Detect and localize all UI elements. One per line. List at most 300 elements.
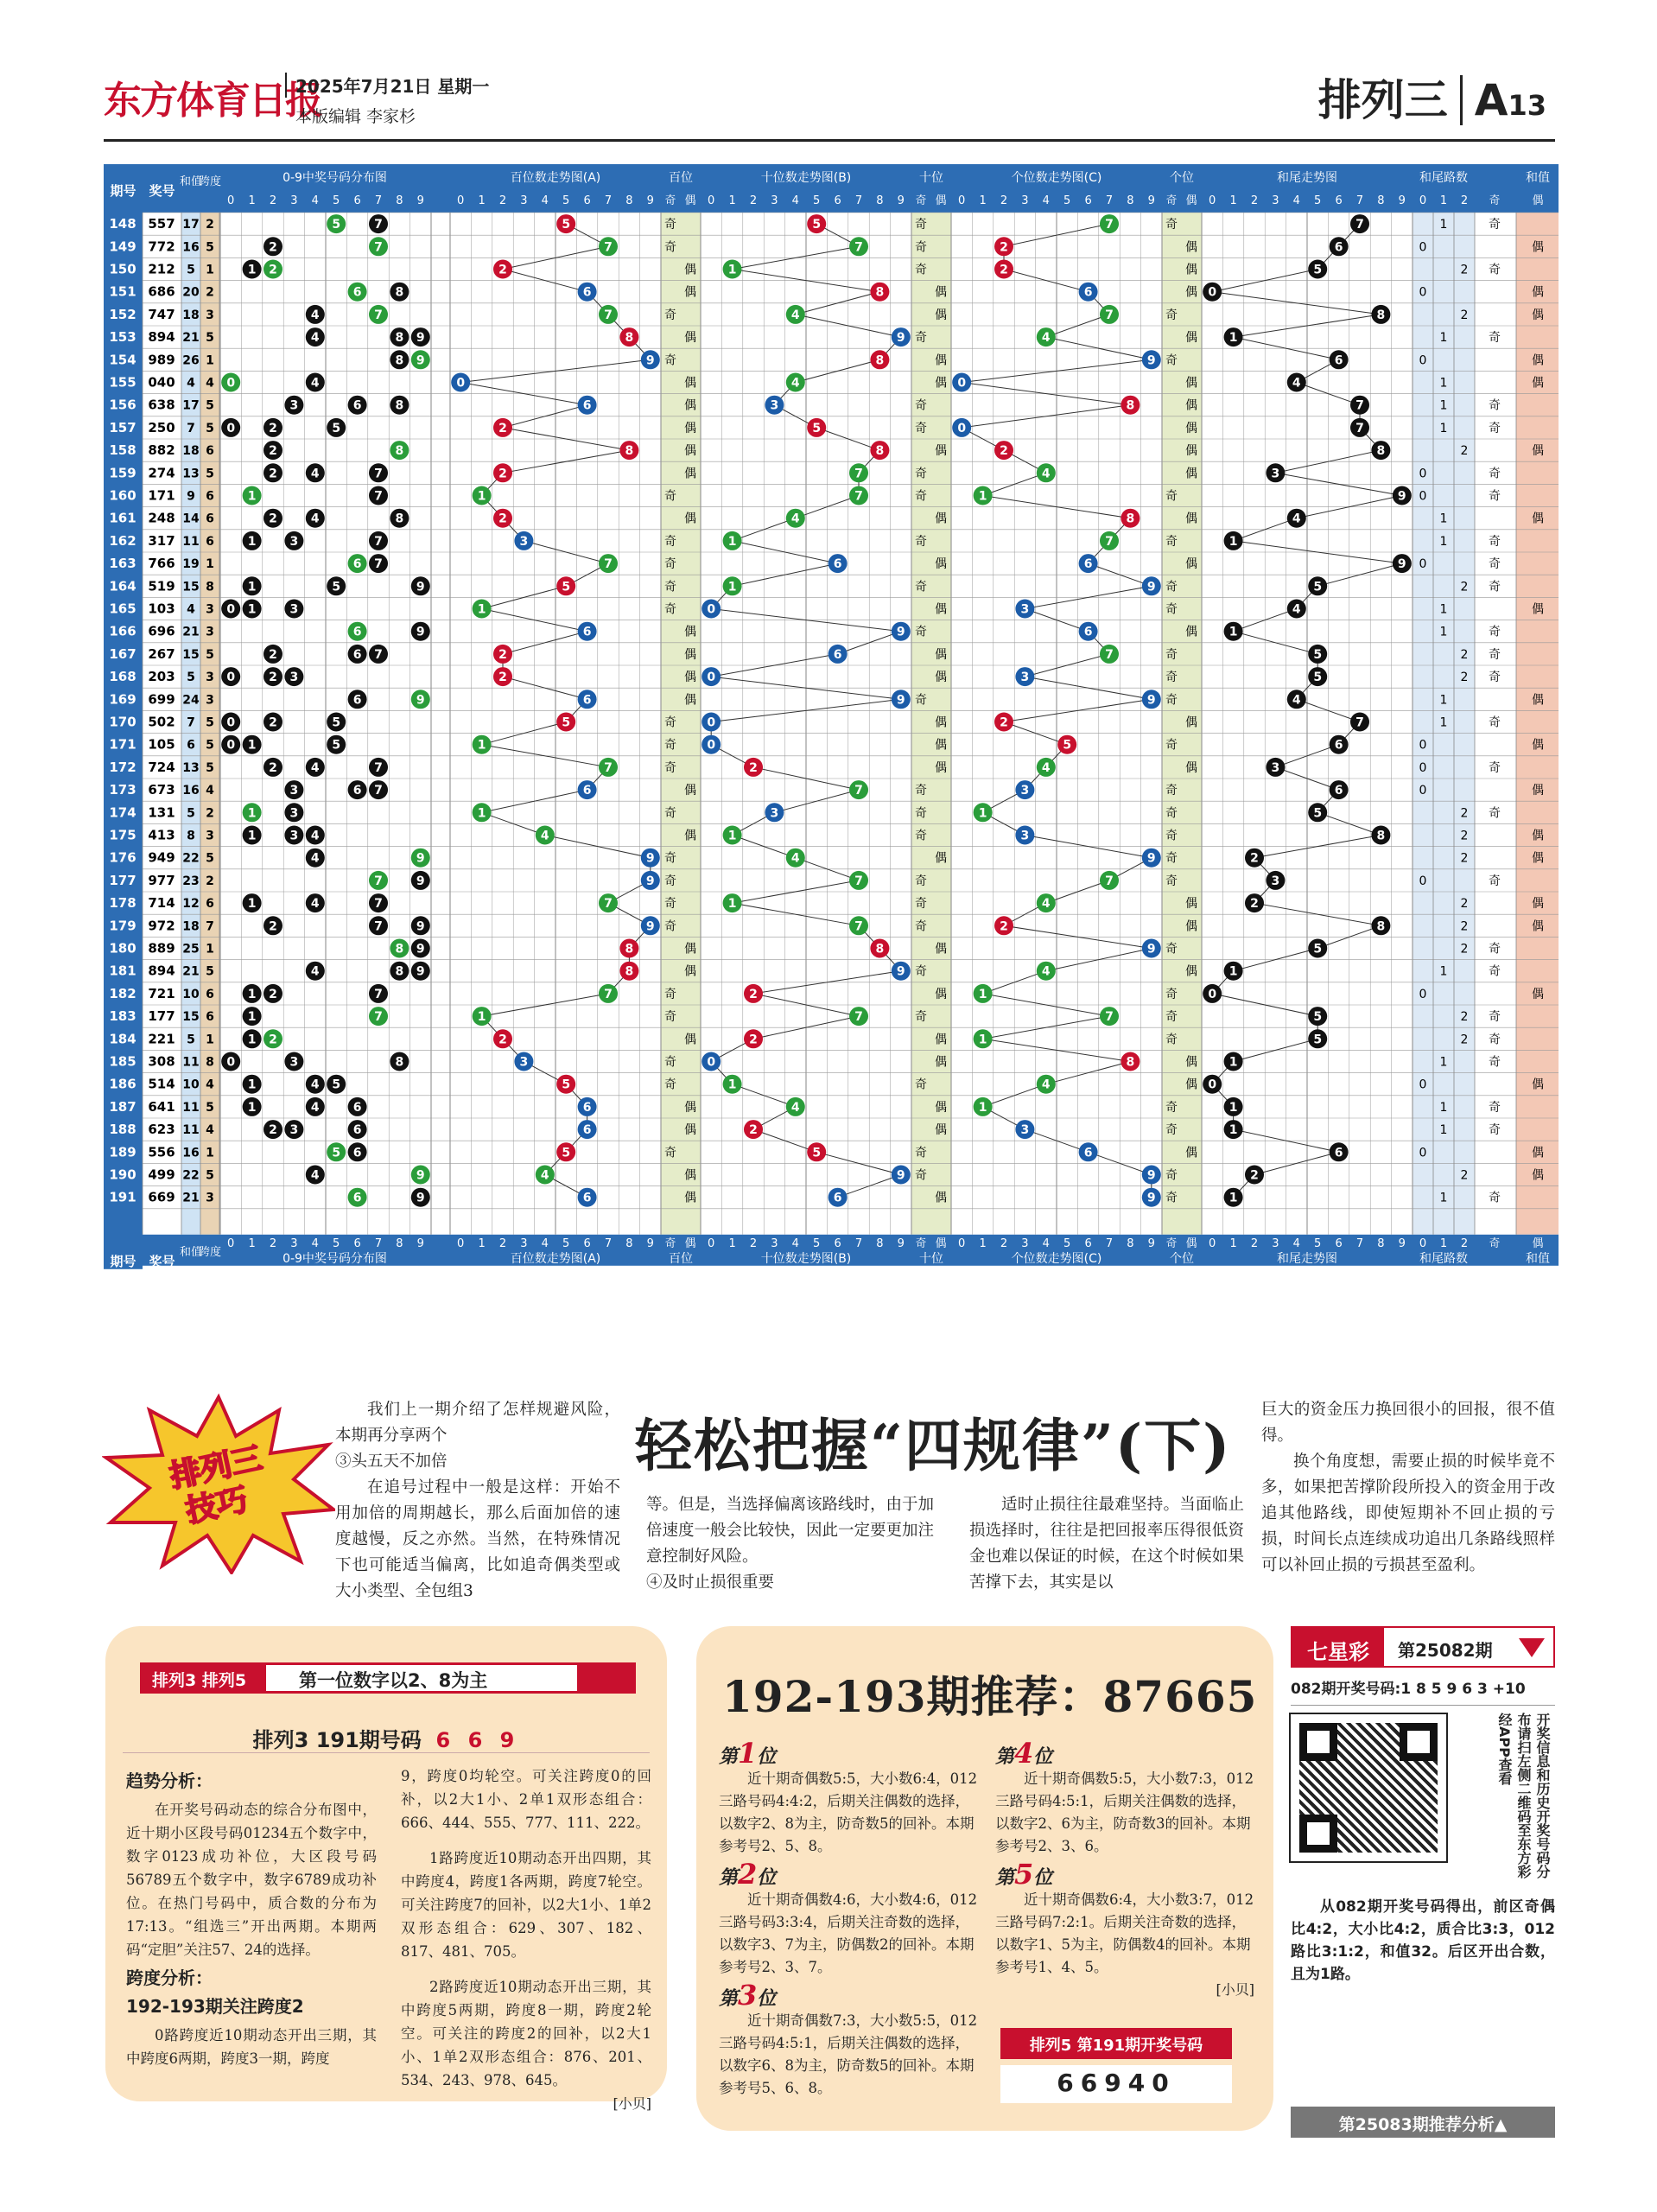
number-cell: 105 xyxy=(148,736,175,753)
dist-ball-num: 8 xyxy=(395,444,404,459)
shi-ball-num: 7 xyxy=(854,467,863,481)
hv-cell: 奇 xyxy=(1489,760,1501,775)
dist-ball-num: 8 xyxy=(395,285,404,300)
bo-cell: 偶 xyxy=(684,1033,696,1047)
hv-cell: 奇 xyxy=(1489,647,1501,662)
hv-cell: 奇 xyxy=(1489,671,1501,685)
hdr-tail-foot: 和尾走势图 xyxy=(1277,1251,1337,1266)
span-cell: 1 xyxy=(206,942,214,957)
so-cell: 偶 xyxy=(935,353,947,368)
ge-ball-num: 9 xyxy=(1146,1168,1156,1183)
dist-ball-num: 2 xyxy=(269,512,277,526)
so-cell: 奇 xyxy=(915,964,927,979)
tail-ball-num: 1 xyxy=(1228,625,1238,639)
hv-cell: 偶 xyxy=(1532,285,1544,300)
dist-ball-num: 7 xyxy=(374,467,383,481)
dist-ball-num: 0 xyxy=(226,1055,236,1070)
road-cell: 2 xyxy=(1460,1033,1469,1047)
road-cell: 2 xyxy=(1460,1168,1469,1183)
road-cell: 1 xyxy=(1439,625,1448,639)
number-cell: 721 xyxy=(148,985,175,1001)
ge-ball-num: 7 xyxy=(1105,218,1114,232)
period-cell: 177 xyxy=(109,872,136,888)
period-cell: 170 xyxy=(109,714,136,730)
hdr-road-digit: 1 xyxy=(1439,194,1448,207)
tail-ball-num: 7 xyxy=(1355,218,1364,232)
road-cell: 1 xyxy=(1439,421,1448,435)
span-heading: 跨度分析： xyxy=(126,1967,213,1988)
byline: [小贝] xyxy=(1216,1981,1254,1998)
dist-ball-num: 5 xyxy=(332,421,341,435)
number-cell: 772 xyxy=(148,238,175,255)
ge-ball-num: 5 xyxy=(1063,738,1072,753)
period-cell: 153 xyxy=(109,329,136,346)
so-cell: 偶 xyxy=(935,760,947,775)
sum-cell: 5 xyxy=(187,671,195,685)
hv-cell: 奇 xyxy=(1489,1191,1501,1205)
dist-ball-num: 9 xyxy=(416,851,425,866)
sum-cell: 21 xyxy=(182,625,200,639)
span-cell: 5 xyxy=(206,1168,214,1183)
sum-cell: 25 xyxy=(182,942,200,957)
hdr-dist-digit: 5 xyxy=(333,194,340,207)
recommend-col2 xyxy=(995,1737,1254,2001)
dist-ball-num: 9 xyxy=(416,580,425,594)
bo-cell: 偶 xyxy=(684,693,696,708)
go-cell: 奇 xyxy=(1165,1123,1178,1138)
hdr-bai-digit-foot: 5 xyxy=(562,1236,570,1250)
shi-ball-num: 4 xyxy=(790,1100,800,1115)
go-cell: 奇 xyxy=(1165,874,1178,888)
hdr-tail-digit: 8 xyxy=(1377,194,1385,207)
ge-ball-num: 1 xyxy=(978,1100,987,1115)
qr-caption: 开奖信息和历史开奖号码分布请扫左侧二维码至东方彩经APP查看 xyxy=(1496,1713,1551,1878)
hdr-odd: 奇 xyxy=(915,194,927,207)
left-analysis-box xyxy=(105,1626,667,2112)
triangle-down-icon xyxy=(598,1669,624,1688)
dist-ball-num: 8 xyxy=(395,512,404,526)
period-cell: 173 xyxy=(109,782,136,798)
ge-ball-num: 2 xyxy=(1000,919,1008,934)
number-cell: 248 xyxy=(148,510,175,526)
sum-cell: 21 xyxy=(182,331,200,346)
hdr-bai-foot: 百位数走势图(A) xyxy=(510,1251,601,1266)
dist-ball-num: 7 xyxy=(374,919,383,934)
hdr-odd-foot: 奇 xyxy=(1165,1236,1178,1250)
go-cell: 偶 xyxy=(1185,897,1197,912)
bai-ball-num: 9 xyxy=(645,919,655,934)
hv-cell: 奇 xyxy=(1489,964,1501,979)
so-cell: 奇 xyxy=(915,398,927,413)
shi-ball-num: 3 xyxy=(770,806,779,821)
dist-ball-num: 0 xyxy=(226,738,236,753)
hdr-bai-digit: 2 xyxy=(498,194,507,207)
hdr-dist-digit: 2 xyxy=(269,194,277,207)
hdr-shi-digit: 6 xyxy=(834,194,841,207)
hdr-ge-digit: 5 xyxy=(1063,194,1071,207)
tail-ball-num: 3 xyxy=(1271,874,1280,888)
pos-5-label: 第5位 xyxy=(995,1858,1053,1891)
hdr-sum: 和值 xyxy=(179,175,203,188)
hdr-bai-digit: 6 xyxy=(583,194,591,207)
dist-ball-num: 5 xyxy=(332,580,341,594)
ge-ball-num: 9 xyxy=(1146,580,1156,594)
bo-cell: 奇 xyxy=(664,557,676,572)
hv-cell: 奇 xyxy=(1489,1055,1501,1070)
hdr-ge-digit-foot: 3 xyxy=(1021,1236,1029,1250)
tail-ball-num: 1 xyxy=(1228,1055,1238,1070)
number-cell: 949 xyxy=(148,849,175,866)
shi-ball-num: 1 xyxy=(727,580,737,594)
span-cell: 4 xyxy=(206,1077,214,1092)
dist-ball-num: 4 xyxy=(310,964,320,979)
bai-ball-num: 6 xyxy=(582,693,592,708)
sum-cell: 13 xyxy=(182,467,200,481)
hdr-dist-digit: 4 xyxy=(311,194,319,207)
qr-code-icon[interactable] xyxy=(1291,1714,1446,1861)
ge-ball-num: 1 xyxy=(978,1033,987,1047)
period-cell: 148 xyxy=(109,216,136,232)
article-p5: 换个角度想，需要止损的时候毕竟不多，如果把苦撑阶段所投入的资金用于改追其他路线，即使短期补不回止损的亏损，时间长点连续成功追出几条路线照样可以补回止损的亏损甚至盈利。 xyxy=(1261,1452,1555,1574)
hdr-road-digit: 0 xyxy=(1419,194,1427,207)
period-cell: 162 xyxy=(109,532,136,549)
span-cell: 5 xyxy=(206,715,214,730)
hv-cell: 偶 xyxy=(1532,829,1544,843)
bo-cell: 奇 xyxy=(664,760,676,775)
number-cell: 317 xyxy=(148,532,175,549)
bai-ball-num: 7 xyxy=(604,308,613,322)
shi-ball-num: 1 xyxy=(727,263,737,277)
dist-ball-num: 1 xyxy=(247,1100,257,1115)
hv-cell: 奇 xyxy=(1489,715,1501,730)
road-cell: 2 xyxy=(1460,671,1469,685)
hdr-shi-digit-foot: 8 xyxy=(876,1236,884,1250)
hdr-road-foot: 和尾路数 xyxy=(1419,1251,1468,1266)
period-cell: 169 xyxy=(109,691,136,708)
sum-cell: 26 xyxy=(182,353,200,368)
number-cell: 274 xyxy=(148,465,175,481)
dist-ball-num: 2 xyxy=(269,760,277,775)
bo-cell: 偶 xyxy=(684,942,696,957)
dist-ball-num: 6 xyxy=(352,398,362,413)
dist-ball-num: 9 xyxy=(416,693,425,708)
hdr-ge-digit: 2 xyxy=(1000,194,1008,207)
rule-3: ③头五天不加倍 xyxy=(335,1452,448,1471)
go-cell: 偶 xyxy=(1185,760,1197,775)
road-cell: 2 xyxy=(1460,1010,1469,1025)
hdr-dist-digit-foot: 4 xyxy=(311,1236,319,1250)
hdr-even-foot: 偶 xyxy=(684,1236,696,1250)
dist-ball-num: 8 xyxy=(395,964,404,979)
dist-ball-num: 8 xyxy=(395,942,404,957)
sum-cell: 15 xyxy=(182,647,200,662)
rule-4: ④及时止损很重要 xyxy=(646,1573,775,1592)
dist-ball-num: 8 xyxy=(395,1055,404,1070)
number-cell: 673 xyxy=(148,782,175,798)
number-cell: 766 xyxy=(148,556,175,572)
bai-ball-num: 5 xyxy=(562,580,571,594)
hdr-span: 跨度 xyxy=(198,175,222,188)
so-cell: 奇 xyxy=(915,467,927,481)
article-intro xyxy=(335,1397,620,1605)
hv-cell: 奇 xyxy=(1489,467,1501,481)
hdr-per-foot: 期号 xyxy=(110,1253,136,1269)
bai-ball-num: 2 xyxy=(498,1033,507,1047)
sum-cell: 4 xyxy=(187,376,195,391)
dist-ball-num: 7 xyxy=(374,1010,383,1025)
bo-cell: 奇 xyxy=(664,897,676,912)
bai-ball-num: 6 xyxy=(582,1191,592,1205)
period-cell: 151 xyxy=(109,283,136,300)
hdr-shi-foot: 十位数走势图(B) xyxy=(760,1251,852,1266)
ge-ball-num: 3 xyxy=(1020,829,1030,843)
hdr-bai-digit: 8 xyxy=(625,194,633,207)
go-cell: 奇 xyxy=(1165,218,1178,232)
dist-ball-num: 1 xyxy=(247,1077,257,1092)
number-cell: 686 xyxy=(148,283,175,300)
road-cell: 0 xyxy=(1419,1077,1427,1092)
dist-ball-num: 5 xyxy=(332,1077,341,1092)
shi-ball-num: 1 xyxy=(727,1077,737,1092)
hdr-dist-foot: 0-9中奖号码分布图 xyxy=(283,1251,387,1266)
dist-ball-num: 7 xyxy=(374,874,383,888)
hdr-shi-digit-foot: 2 xyxy=(749,1236,758,1250)
bai-ball-num: 1 xyxy=(477,738,486,753)
span-subheading: 192-193期关注跨度2 xyxy=(126,1996,304,2017)
dist-ball-num: 4 xyxy=(310,331,320,346)
so-cell: 奇 xyxy=(915,240,927,255)
number-cell: 040 xyxy=(148,374,175,391)
hdr-shi-digit-foot: 1 xyxy=(728,1236,736,1250)
hdr-ge-digit-foot: 4 xyxy=(1042,1236,1050,1250)
so-cell: 偶 xyxy=(935,671,947,685)
span-cell: 3 xyxy=(206,308,214,322)
hdr-tail-digit-foot: 1 xyxy=(1229,1236,1237,1250)
dist-ball-num: 8 xyxy=(395,331,404,346)
sum-cell: 10 xyxy=(182,987,200,1001)
dist-ball-num: 9 xyxy=(416,874,425,888)
go-cell: 奇 xyxy=(1165,829,1178,843)
dist-ball-num: 7 xyxy=(374,218,383,232)
period-cell: 161 xyxy=(109,510,136,526)
hdr-dist-digit-foot: 3 xyxy=(290,1236,298,1250)
pos-1-text: 近十期奇偶数5:5，大小数6:4，012三路号码4:4:2，后期关注偶数的选择，以数字2、8为主，防奇数5的回补。本期参考号2、5、8。 xyxy=(719,1770,978,1854)
divider xyxy=(123,1752,650,1753)
dist-ball-num: 9 xyxy=(416,353,425,368)
ge-ball-num: 8 xyxy=(1126,1055,1135,1070)
so-cell: 偶 xyxy=(935,851,947,866)
number-cell: 638 xyxy=(148,397,175,413)
hdr-tail: 和尾走势图 xyxy=(1277,171,1337,185)
hv-cell: 奇 xyxy=(1489,625,1501,639)
bo-cell: 奇 xyxy=(664,851,676,866)
hv-cell: 奇 xyxy=(1489,421,1501,435)
tail-ball-num: 7 xyxy=(1355,398,1364,413)
so-cell: 偶 xyxy=(935,602,947,617)
tail-ball-num: 0 xyxy=(1208,987,1217,1001)
dist-ball-num: 9 xyxy=(416,331,425,346)
bai-ball-num: 9 xyxy=(645,851,655,866)
hdr-bai-digit-foot: 9 xyxy=(646,1236,654,1250)
sum-cell: 21 xyxy=(182,964,200,979)
road-cell: 0 xyxy=(1419,784,1427,798)
recommend-title: 192-193期推荐：87665 xyxy=(722,1671,1258,1722)
bo-cell: 奇 xyxy=(664,919,676,934)
bai-ball-num: 1 xyxy=(477,806,486,821)
span-cell: 5 xyxy=(206,964,214,979)
sum-cell: 17 xyxy=(182,398,200,413)
dist-ball-num: 1 xyxy=(247,602,257,617)
dist-ball-num: 3 xyxy=(289,806,299,821)
hv-cell: 偶 xyxy=(1532,308,1544,322)
hv-cell: 偶 xyxy=(1532,784,1544,798)
hdr-bo-foot: 百位 xyxy=(669,1251,693,1266)
bo-cell: 奇 xyxy=(664,874,676,888)
dist-ball-num: 0 xyxy=(226,602,236,617)
hdr-shi-digit: 2 xyxy=(749,194,758,207)
hdr-span-foot: 跨度 xyxy=(198,1245,222,1259)
dist-ball-num: 4 xyxy=(310,897,320,912)
bo-cell: 偶 xyxy=(684,1100,696,1115)
hv-cell: 奇 xyxy=(1489,534,1501,549)
shi-ball-num: 0 xyxy=(707,738,716,753)
bo-cell: 偶 xyxy=(684,964,696,979)
span-text-2: 2路跨度近10期动态开出三期，其中跨度5两期，跨度8一期，跨度2轮空。可关注的跨度2的回补，以2大1小、1单2双形态组合：876、201、534、243、978、645。 xyxy=(401,1979,651,2088)
number-cell: 514 xyxy=(148,1076,175,1092)
hdr-tail-digit: 1 xyxy=(1229,194,1237,207)
hdr-tail-digit: 6 xyxy=(1335,194,1343,207)
hdr-shi-digit-foot: 5 xyxy=(813,1236,821,1250)
hdr-bai-digit-foot: 0 xyxy=(457,1236,465,1250)
p5-number: 66940 xyxy=(1000,2065,1232,2103)
period-cell: 150 xyxy=(109,261,136,277)
dist-ball-num: 3 xyxy=(289,398,299,413)
dist-ball-num: 3 xyxy=(289,1123,299,1138)
so-cell: 偶 xyxy=(935,285,947,300)
hdr-hv-odd: 奇 xyxy=(1489,194,1501,207)
dist-ball-num: 2 xyxy=(269,715,277,730)
recommend-col1 xyxy=(719,1737,978,2100)
section-name: 排列三 xyxy=(1317,75,1448,125)
bo-cell: 偶 xyxy=(684,671,696,685)
article-col4 xyxy=(1261,1397,1555,1579)
hv-cell: 偶 xyxy=(1532,738,1544,753)
bo-cell: 偶 xyxy=(684,467,696,481)
hdr-tail-digit: 5 xyxy=(1314,194,1322,207)
so-cell: 奇 xyxy=(915,625,927,639)
sum-cell: 8 xyxy=(187,829,195,843)
go-cell: 偶 xyxy=(1185,467,1197,481)
dist-ball-num: 7 xyxy=(374,489,383,504)
number-cell: 889 xyxy=(148,940,175,957)
hdr-hv-even: 偶 xyxy=(1532,194,1544,207)
so-cell: 偶 xyxy=(935,376,947,391)
sum-cell: 16 xyxy=(182,784,200,798)
span-cell: 5 xyxy=(206,760,214,775)
hdr-dist-digit: 6 xyxy=(353,194,361,207)
hdr-odd-foot: 奇 xyxy=(664,1236,676,1250)
period-cell: 175 xyxy=(109,827,136,843)
bo-cell: 偶 xyxy=(684,625,696,639)
go-cell: 偶 xyxy=(1185,1146,1197,1160)
go-cell: 奇 xyxy=(1165,806,1178,821)
sum-cell: 16 xyxy=(182,240,200,255)
hdr-ge-digit-foot: 8 xyxy=(1127,1236,1134,1250)
period-cell: 167 xyxy=(109,645,136,662)
ge-ball-num: 1 xyxy=(978,806,987,821)
sum-cell: 18 xyxy=(182,308,200,322)
tail-ball-num: 8 xyxy=(1376,308,1386,322)
bai-ball-num: 3 xyxy=(519,534,529,549)
bai-ball-num: 8 xyxy=(625,964,634,979)
article-p4: 巨大的资金压力换回很小的回报，很不值得。 xyxy=(1261,1401,1555,1445)
number-cell: 103 xyxy=(148,601,175,617)
bo-cell: 奇 xyxy=(664,1146,676,1160)
article-p2: 等。但是，当选择偏离该路线时，由于加倍速度一般会比较快，因此一定要更加注意控制好风险。 xyxy=(646,1496,935,1566)
hv-cell: 偶 xyxy=(1532,897,1544,912)
shi-ball-num: 2 xyxy=(749,1123,758,1138)
road-cell: 0 xyxy=(1419,489,1427,504)
ge-ball-num: 6 xyxy=(1083,625,1093,639)
ge-ball-num: 2 xyxy=(1000,263,1008,277)
go-cell: 偶 xyxy=(1185,285,1197,300)
hdr-even: 偶 xyxy=(1185,194,1197,207)
road-cell: 0 xyxy=(1419,987,1427,1001)
left-box-title: 第一位数字以2、8为主 xyxy=(266,1665,577,1691)
span-cell: 1 xyxy=(206,263,214,277)
road-cell: 1 xyxy=(1439,512,1448,526)
sum-cell: 22 xyxy=(182,851,200,866)
hdr-bai-digit: 4 xyxy=(541,194,549,207)
hv-cell: 偶 xyxy=(1532,240,1544,255)
span-cell: 3 xyxy=(206,829,214,843)
bo-cell: 偶 xyxy=(684,444,696,459)
trend-heading: 趋势分析： xyxy=(126,1770,213,1791)
hv-cell: 偶 xyxy=(1532,376,1544,391)
span-cell: 4 xyxy=(206,1123,214,1138)
road-cell: 2 xyxy=(1460,897,1469,912)
span-cell: 2 xyxy=(206,285,214,300)
hdr-shi-digit-foot: 0 xyxy=(708,1236,715,1250)
bai-ball-num: 6 xyxy=(582,285,592,300)
hdr-ge-digit-foot: 7 xyxy=(1105,1236,1114,1250)
hdr-even: 偶 xyxy=(684,194,696,207)
so-cell: 偶 xyxy=(935,308,947,322)
go-cell: 奇 xyxy=(1165,784,1178,798)
dist-ball-num: 6 xyxy=(352,647,362,662)
sum-cell: 21 xyxy=(182,1191,200,1205)
hdr-tail-digit-foot: 0 xyxy=(1209,1236,1216,1250)
hv-cell: 奇 xyxy=(1489,218,1501,232)
span-text-1: 1路跨度近10期动态开出四期，其中跨度4，跨度1各两期，跨度7轮空。可关注跨度7的回补，以2大1小、1单2双形态组合：629、307、182、817、481、705。 xyxy=(401,1850,651,1960)
span-cell: 1 xyxy=(206,557,214,572)
bai-ball-num: 5 xyxy=(562,1146,571,1160)
hdr-dist-digit: 9 xyxy=(416,194,424,207)
hdr-bai-digit-foot: 6 xyxy=(583,1236,591,1250)
so-cell: 偶 xyxy=(935,1191,947,1205)
hdr-bai-digit: 1 xyxy=(478,194,486,207)
bo-cell: 奇 xyxy=(664,580,676,594)
hdr-dist-digit-foot: 1 xyxy=(248,1236,256,1250)
sum-cell: 5 xyxy=(187,1033,195,1047)
hv-cell: 偶 xyxy=(1532,987,1544,1001)
dist-ball-num: 9 xyxy=(416,964,425,979)
tail-ball-num: 9 xyxy=(1397,489,1406,504)
hv-cell: 奇 xyxy=(1489,942,1501,957)
hdr-odd: 奇 xyxy=(1165,194,1178,207)
dist-ball-num: 1 xyxy=(247,806,257,821)
sum-cell: 22 xyxy=(182,1168,200,1183)
